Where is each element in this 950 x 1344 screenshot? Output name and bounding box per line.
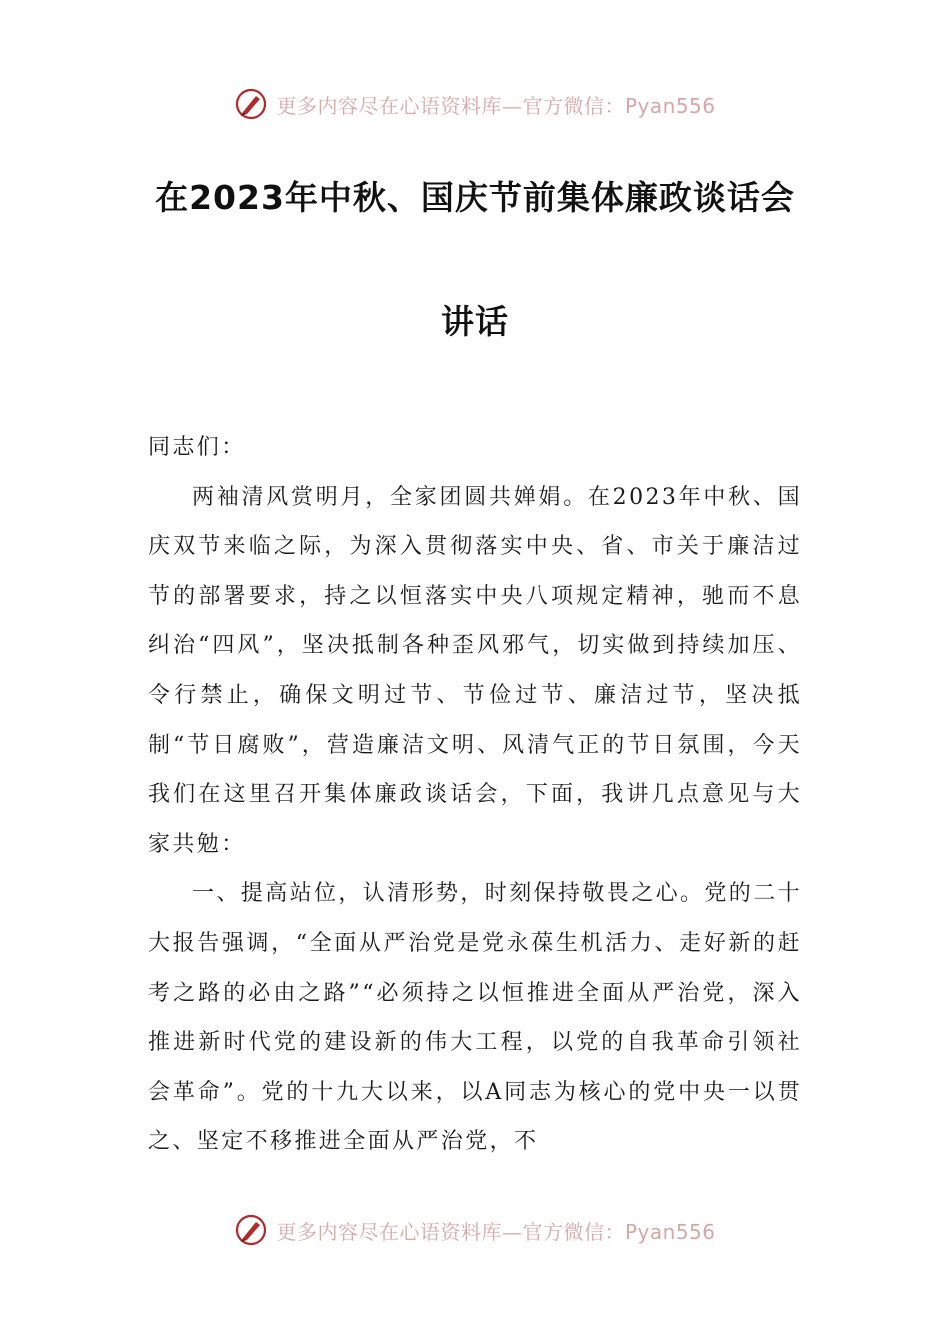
watermark-text: 更多内容尽在心语资料库—官方微信： (276, 1219, 625, 1244)
watermark-wechat-id: Pyan556 (624, 1219, 716, 1244)
watermark-header (0, 82, 950, 126)
page-title-line-2: 讲话 (441, 302, 509, 341)
pen-logo-icon (234, 1213, 268, 1247)
salutation: 同志们： (148, 435, 246, 460)
watermark-footer (0, 1208, 950, 1252)
page-title-line-1: 在2023年中秋、国庆节前集体廉政谈话会 (155, 178, 795, 217)
speech-body (148, 423, 802, 1167)
watermark-text: 更多内容尽在心语资料库—官方微信： (276, 93, 625, 118)
paragraph-intro: 两袖清风赏明月，全家团圆共婵娟。在2023年中秋、国庆双节来临之际，为深入贯彻落实中央、省、市关于廉洁过节的部署要求，持之以恒落实中央八项规定精神，驰而不息纠治“四风”，坚决抵制各种歪风邪气，切实做到持续加压、令行禁止，确保文明过节、节俭过节、廉洁过节，坚决抵制“节日腐败”，营造廉洁文明、风清气正的节日氛围，今天我们在这里召开集体廉政谈话会，下面，我讲几点意见与大家共勉： (148, 484, 802, 857)
paragraph-section-1: 一、提高站位，认清形势，时刻保持敬畏之心。党的二十大报告强调，“全面从严治党是党永葆生机活力、走好新的赶考之路的必由之路”“必须持之以恒推进全面从严治党，深入推进新时代党的建设新的伟大工程，以党的自我革命引领社会革命”。党的十九大以来，以A同志为核心的党中央一以贯之、坚定不移推进全面从严治党，不 (148, 881, 803, 1155)
watermark-wechat-id: Pyan556 (624, 93, 716, 118)
pen-logo-icon (234, 87, 268, 121)
